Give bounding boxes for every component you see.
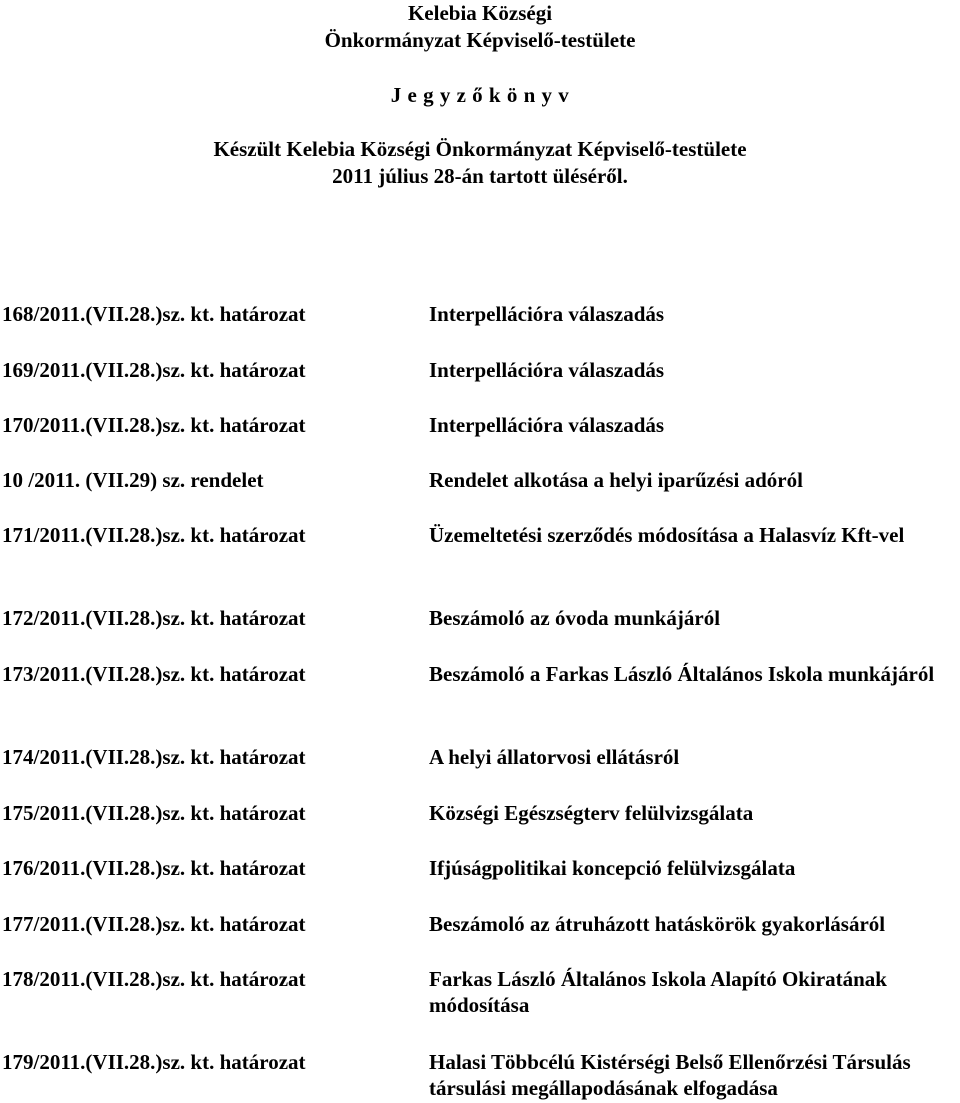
resolution-ref: 173/2011.(VII.28.)sz. kt. határozat (2, 662, 306, 686)
subtitle-line2: 2011 július 28-án tartott üléséről. (332, 164, 628, 188)
resolution-ref: 171/2011.(VII.28.)sz. kt. határozat (2, 523, 306, 547)
resolution-title: Beszámoló a Farkas László Általános Iskola munkájáról (429, 662, 935, 686)
resolution-ref: 175/2011.(VII.28.)sz. kt. határozat (2, 801, 306, 825)
resolution-title: Ifjúságpolitikai koncepció felülvizsgálata (429, 856, 796, 880)
resolution-ref: 168/2011.(VII.28.)sz. kt. határozat (2, 302, 306, 326)
decree-ref: 10 /2011. (VII.29) sz. rendelet (2, 468, 264, 492)
resolution-title: Halasi Többcélú Kistérségi Belső Ellenőrzési Társulás társulási megállapodásának elfogadása (429, 1050, 911, 1100)
resolution-ref: 179/2011.(VII.28.)sz. kt. határozat (2, 1050, 306, 1074)
resolution-title: Interpellációra válaszadás (429, 413, 665, 437)
resolution-ref: 176/2011.(VII.28.)sz. kt. határozat (2, 856, 306, 880)
resolution-title: Üzemeltetési szerződés módosítása a Halasvíz Kft-vel (429, 523, 905, 547)
decree-title: Rendelet alkotása a helyi iparűzési adóról (429, 468, 803, 492)
resolution-ref: 172/2011.(VII.28.)sz. kt. határozat (2, 606, 306, 630)
organization-name-line2: Önkormányzat Képviselő-testülete (324, 28, 636, 52)
resolution-title: Interpellációra válaszadás (429, 358, 665, 382)
resolution-title: Beszámoló az óvoda munkájáról (429, 606, 721, 630)
resolution-title: Községi Egészségterv felülvizsgálata (429, 801, 754, 825)
resolution-title: Farkas László Általános Iskola Alapító Okiratának módosítása (429, 967, 887, 1017)
resolution-ref: 169/2011.(VII.28.)sz. kt. határozat (2, 358, 306, 382)
resolution-ref: 177/2011.(VII.28.)sz. kt. határozat (2, 912, 306, 936)
resolution-ref: 170/2011.(VII.28.)sz. kt. határozat (2, 413, 306, 437)
organization-name-line1: Kelebia Községi (407, 1, 553, 25)
resolution-title: A helyi állatorvosi ellátásról (429, 745, 680, 769)
resolution-ref: 174/2011.(VII.28.)sz. kt. határozat (2, 745, 306, 769)
resolution-title: Interpellációra válaszadás (429, 302, 665, 326)
resolution-title: Beszámoló az átruházott hatáskörök gyakorlásáról (429, 912, 886, 936)
resolution-ref: 178/2011.(VII.28.)sz. kt. határozat (2, 967, 306, 991)
document-type-title: J e g y z ő k ö n y v (390, 83, 570, 107)
subtitle-line1: Készült Kelebia Községi Önkormányzat Képviselő-testülete (213, 137, 747, 161)
